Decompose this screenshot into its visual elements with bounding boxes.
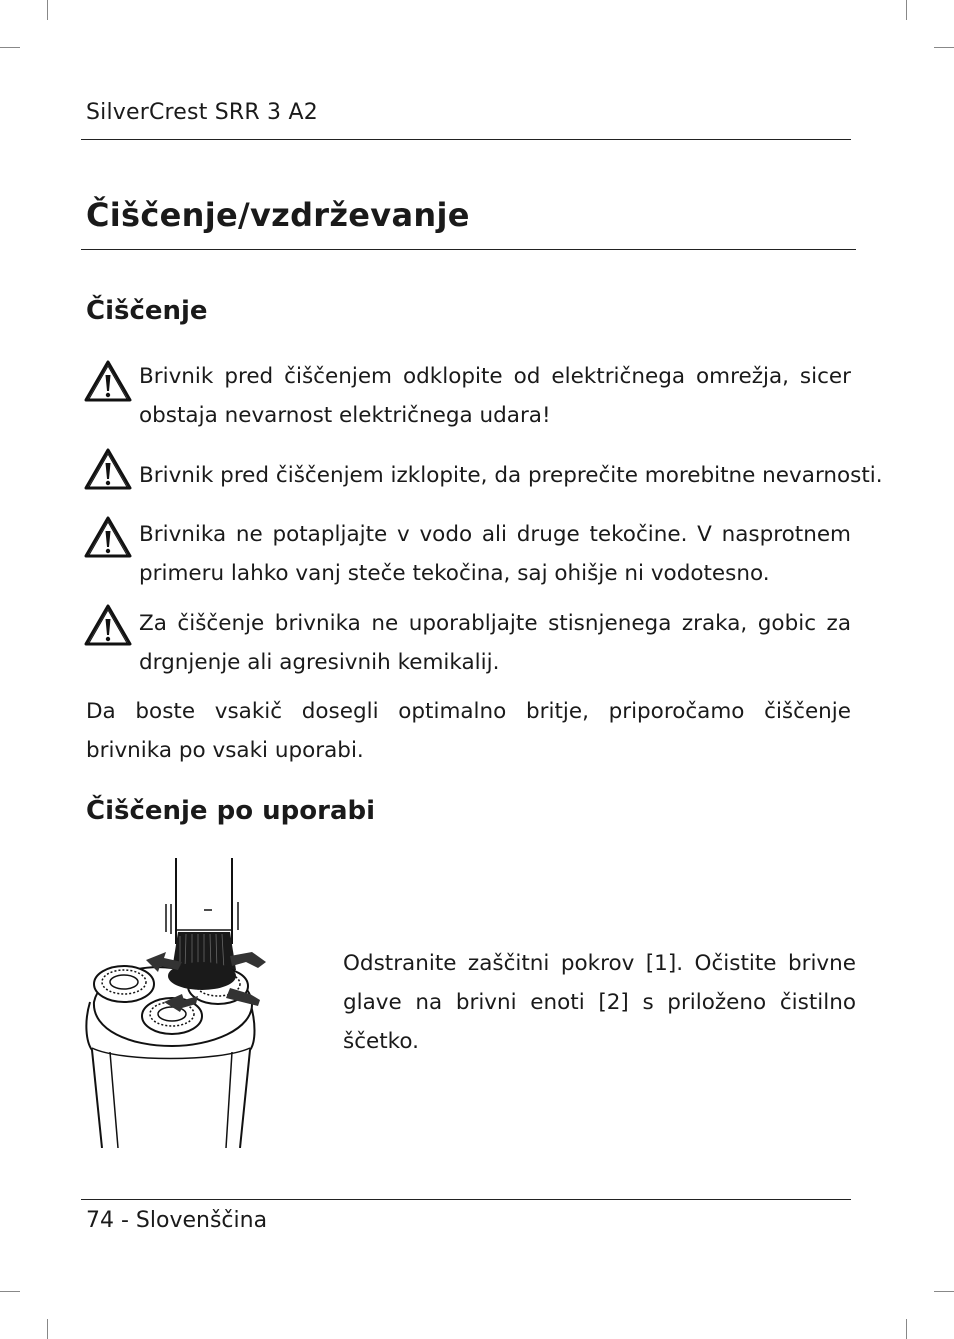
footer [86,1208,267,1233]
warning-triangle-icon [84,516,132,558]
intro-paragraph: Da boste vsakič dosegli optimalno britje, priporočamo čiščenje brivnika po vsaki uporabi. [86,699,851,763]
shaver-cleaning-brush-illustration [80,852,270,1148]
section-title-rule [81,249,856,250]
warning-text: Brivnik pred čiščenjem odklopite od električnega omrežja, sicer obstaja nevarnost električnega udara! [139,364,851,428]
crop-mark [0,1291,20,1292]
warning-text: Brivnika ne potapljajte v vodo ali druge tekočine. V nasprotnem primeru lahko vanj steče tekočina, saj ohišje ni vodotesno. [139,522,851,586]
warning-text: Za čiščenje brivnika ne uporabljajte stisnjenega zraka, gobic za drgnjenje ali agresivnih kemikalij. [139,611,851,675]
crop-mark [934,47,954,48]
crop-mark [906,1319,907,1339]
warning-triangle-icon [84,448,132,490]
warning-triangle-icon [84,360,132,402]
crop-mark [906,0,907,20]
step-text: Odstranite zaščitni pokrov [1]. Očistite brivne glave na brivni enoti [2] s priloženo čistilno ščetko. [343,951,856,1054]
warning-text: Brivnik pred čiščenjem izklopite, da preprečite morebitne nevarnosti. [139,463,883,488]
footer-language: - Slovenščina [121,1208,268,1233]
warning-triangle-icon [84,604,132,646]
subsection-title-after-use: Čiščenje po uporabi [86,796,376,826]
page-number: 74 [86,1208,114,1233]
subsection-title-cleaning: Čiščenje [86,296,208,326]
section-title: Čiščenje/vzdrževanje [86,196,470,234]
crop-mark [934,1291,954,1292]
header-product-name: SilverCrest SRR 3 A2 [86,100,318,125]
header-rule [81,139,851,140]
crop-mark [0,47,20,48]
footer-rule [81,1199,851,1200]
crop-mark [47,0,48,20]
crop-mark [47,1319,48,1339]
